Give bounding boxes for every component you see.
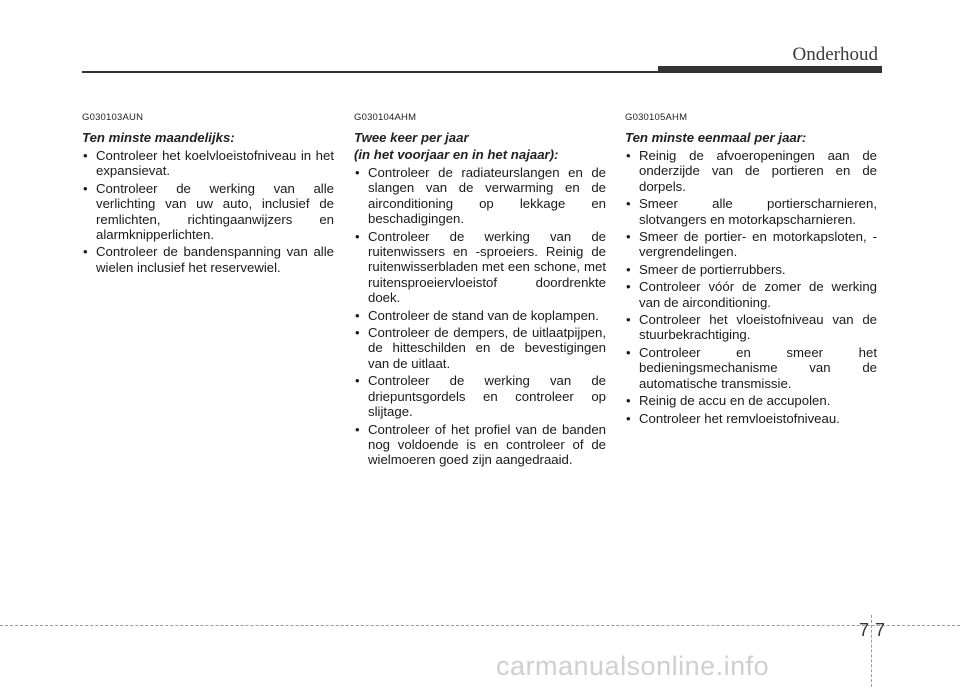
section-heading bbox=[354, 129, 606, 163]
column-twice-yearly bbox=[354, 112, 606, 470]
list-item: • Controleer of het profiel van de banden nog voldoende is en controleer of de wielmoeren goed zijn aangedraaid. bbox=[354, 422, 606, 468]
heading-line: Twee keer per jaar bbox=[354, 130, 469, 145]
section-code: G030105AHM bbox=[625, 112, 688, 123]
list-item: • Smeer alle portierscharnieren, slotvangers en motorkapscharnieren. bbox=[625, 196, 877, 227]
heading-line: Ten minste maandelijks: bbox=[82, 130, 235, 145]
column-monthly bbox=[82, 112, 334, 277]
checklist bbox=[625, 148, 877, 426]
list-item: • Smeer de portier- en motorkapsloten, -vergrendelingen. bbox=[625, 229, 877, 260]
list-item: • Controleer de dempers, de uitlaatpijpen, de hitteschilden en de bevestigingen van de uitlaat. bbox=[354, 325, 606, 371]
page-number bbox=[856, 620, 888, 641]
list-item: • Controleer de werking van de driepuntsgordels en controleer op slijtage. bbox=[354, 373, 606, 419]
list-item: • Reinig de afvoeropeningen aan de onderzijde van de portieren en de dorpels. bbox=[625, 148, 877, 194]
list-item: • Controleer het vloeistofniveau van de stuurbekrachtiging. bbox=[625, 312, 877, 343]
column-yearly bbox=[625, 112, 877, 428]
page-index: 7 bbox=[874, 620, 885, 640]
section-code: G030103AUN bbox=[82, 112, 144, 123]
section-heading bbox=[625, 129, 877, 146]
list-item: • Controleer de radiateurslangen en de slangen van de verwarming en de airconditioning op lekkage en beschadigingen. bbox=[354, 165, 606, 227]
checklist bbox=[82, 148, 334, 275]
list-item: • Controleer de werking van de ruitenwissers en -sproeiers. Reinig de ruitenwisserbladen met een schone, met ruitensproeiervloeistof doordrenkte doek. bbox=[354, 229, 606, 306]
list-item: • Controleer het koelvloeistofniveau in het expansievat. bbox=[82, 148, 334, 179]
checklist bbox=[354, 165, 606, 468]
list-item: • Controleer de bandenspanning van alle wielen inclusief het reservewiel. bbox=[82, 244, 334, 275]
list-item: • Controleer vóór de zomer de werking van de airconditioning. bbox=[625, 279, 877, 310]
list-item: • Controleer en smeer het bedieningsmechanisme van de automatische transmissie. bbox=[625, 345, 877, 391]
list-item: • Controleer de werking van alle verlichting van uw auto, inclusief de remlichten, richtingaanwijzers en alarmknipperlichten. bbox=[82, 181, 334, 243]
footer-rule bbox=[0, 625, 960, 626]
list-item: • Smeer de portierrubbers. bbox=[625, 262, 877, 277]
header-rule-accent bbox=[658, 66, 882, 73]
list-item: • Controleer het remvloeistofniveau. bbox=[625, 411, 877, 426]
section-heading bbox=[82, 129, 334, 146]
watermark: carmanualsonline.info bbox=[496, 651, 770, 681]
list-item: • Controleer de stand van de koplampen. bbox=[354, 308, 606, 323]
chapter-number: 7 bbox=[858, 620, 869, 640]
section-code: G030104AHM bbox=[354, 112, 417, 123]
section-title: Onderhoud bbox=[792, 44, 878, 65]
heading-line: (in het voorjaar en in het najaar): bbox=[354, 147, 559, 162]
heading-line: Ten minste eenmaal per jaar: bbox=[625, 130, 807, 145]
list-item: • Reinig de accu en de accupolen. bbox=[625, 393, 877, 408]
